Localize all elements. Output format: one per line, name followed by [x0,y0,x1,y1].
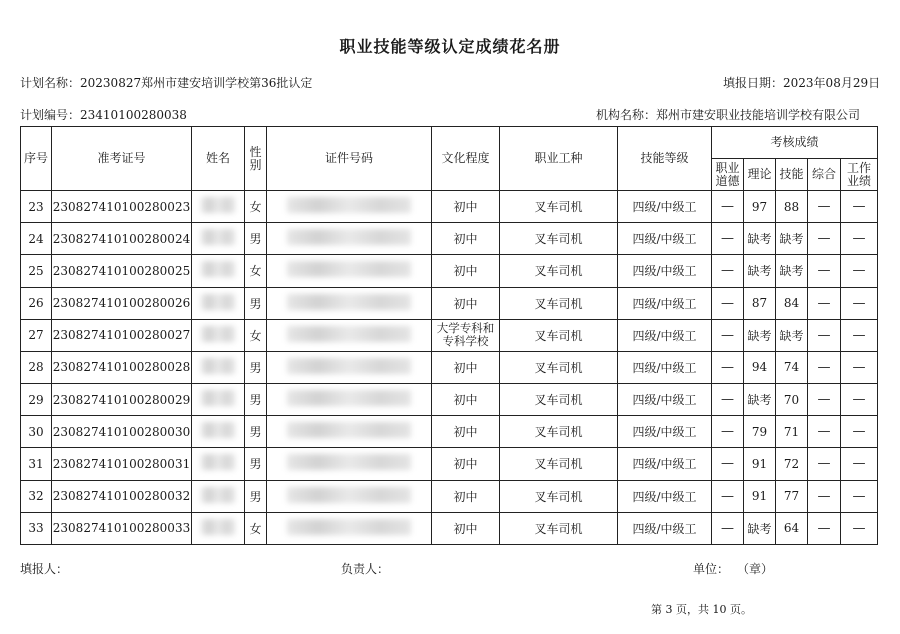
table-row [21,416,878,448]
table-row [21,223,878,255]
gender-cell: 女 [245,319,267,351]
skill-level-cell: 四级/中级工 [618,480,712,512]
occupation-cell: 叉车司机 [500,351,618,383]
education-cell: 初中 [432,512,500,544]
id-number-cell-redacted [267,287,432,319]
seq-cell: 29 [21,384,52,416]
theory-score-cell: 97 [744,191,776,223]
ethics-score-cell: — [712,319,744,351]
score-roster-table [20,126,878,545]
col-comprehensive: 综合 [808,159,841,191]
filler-label: 填报人： [20,562,69,576]
col-performance [841,159,878,191]
seq-cell: 25 [21,255,52,287]
table-row [21,448,878,480]
exam-number-cell: 230827410100280027 [52,319,192,351]
col-name: 姓名 [192,127,245,191]
skill-level-cell: 四级/中级工 [618,512,712,544]
id-number-cell-redacted [267,416,432,448]
col-theory: 理论 [744,159,776,191]
redaction-blur [201,197,235,213]
id-number-cell-redacted [267,512,432,544]
redaction-blur [201,358,235,374]
skill-score-cell: 缺考 [776,319,808,351]
occupation-cell: 叉车司机 [500,255,618,287]
plan-name [20,74,312,91]
redaction-blur [287,358,411,374]
col-ethics-line1: 职业 [715,160,740,175]
education-cell: 初中 [432,191,500,223]
skill-level-cell: 四级/中级工 [618,191,712,223]
gender-cell: 男 [245,351,267,383]
comprehensive-score-cell: — [808,351,841,383]
plan-number-value: 23410100280038 [80,108,187,122]
theory-score-cell: 91 [744,480,776,512]
plan-number [20,106,187,123]
organization-label: 机构名称： [596,108,657,122]
roster-rows [21,191,878,545]
skill-score-cell: 77 [776,480,808,512]
page-info: 第 3 页，共 10 页。 [651,603,752,616]
exam-number-cell: 230827410100280031 [52,448,192,480]
redaction-blur [287,519,411,535]
name-cell-redacted [192,351,245,383]
occupation-cell: 叉车司机 [500,384,618,416]
col-gender [245,127,267,191]
ethics-score-cell: — [712,287,744,319]
gender-cell: 男 [245,448,267,480]
id-number-cell-redacted [267,448,432,480]
seq-cell: 31 [21,448,52,480]
exam-number-cell: 230827410100280033 [52,512,192,544]
seq-cell: 23 [21,191,52,223]
education-cell: 大学专科和专科学校 [432,319,500,351]
organization-value: 郑州市建安职业技能培训学校有限公司 [656,108,861,122]
education-cell: 初中 [432,416,500,448]
performance-score-cell: — [841,512,878,544]
col-exam-number: 准考证号 [52,127,192,191]
occupation-cell: 叉车司机 [500,223,618,255]
col-id-number: 证件号码 [267,127,432,191]
performance-score-cell: — [841,223,878,255]
gender-cell: 男 [245,416,267,448]
comprehensive-score-cell: — [808,416,841,448]
performance-score-cell: — [841,191,878,223]
seq-cell: 24 [21,223,52,255]
exam-number-cell: 230827410100280028 [52,351,192,383]
table-row [21,255,878,287]
col-ethics-line2: 道德 [715,173,740,188]
exam-number-cell: 230827410100280030 [52,416,192,448]
name-cell-redacted [192,512,245,544]
col-skill-level: 技能等级 [618,127,712,191]
col-seq: 序号 [21,127,52,191]
performance-score-cell: — [841,448,878,480]
education-cell: 初中 [432,223,500,255]
col-performance-line1: 工作 [847,160,872,175]
skill-score-cell: 84 [776,287,808,319]
theory-score-cell: 缺考 [744,512,776,544]
fill-date-label: 填报日期： [723,76,784,90]
redaction-blur [201,390,235,406]
table-row [21,512,878,544]
redaction-blur [201,229,235,245]
plan-name-label: 计划名称： [20,76,81,90]
theory-score-cell: 缺考 [744,384,776,416]
id-number-cell-redacted [267,255,432,287]
ethics-score-cell: — [712,255,744,287]
name-cell-redacted [192,416,245,448]
ethics-score-cell: — [712,191,744,223]
exam-number-cell: 230827410100280025 [52,255,192,287]
col-education: 文化程度 [432,127,500,191]
seq-cell: 27 [21,319,52,351]
redaction-blur [201,294,235,310]
id-number-cell-redacted [267,384,432,416]
name-cell-redacted [192,384,245,416]
manager-label: 负责人： [341,562,390,576]
redaction-blur [201,261,235,277]
col-ethics [712,159,744,191]
table-row [21,351,878,383]
occupation-cell: 叉车司机 [500,480,618,512]
ethics-score-cell: — [712,512,744,544]
table-row [21,287,878,319]
redaction-blur [201,487,235,503]
plan-number-label: 计划编号： [20,108,81,122]
exam-number-cell: 230827410100280029 [52,384,192,416]
seq-cell: 26 [21,287,52,319]
education-cell: 初中 [432,448,500,480]
comprehensive-score-cell: — [808,287,841,319]
table-row [21,480,878,512]
comprehensive-score-cell: — [808,480,841,512]
redaction-blur [287,487,411,503]
theory-score-cell: 缺考 [744,223,776,255]
gender-cell: 女 [245,255,267,287]
skill-level-cell: 四级/中级工 [618,351,712,383]
comprehensive-score-cell: — [808,512,841,544]
occupation-cell: 叉车司机 [500,191,618,223]
seq-cell: 32 [21,480,52,512]
col-gender-line1: 性 [249,144,262,159]
gender-cell: 男 [245,287,267,319]
gender-cell: 女 [245,512,267,544]
redaction-blur [287,422,411,438]
skill-score-cell: 74 [776,351,808,383]
gender-cell: 男 [245,480,267,512]
redaction-blur [287,261,411,277]
table-row [21,384,878,416]
name-cell-redacted [192,480,245,512]
id-number-cell-redacted [267,351,432,383]
skill-score-cell: 缺考 [776,255,808,287]
theory-score-cell: 缺考 [744,255,776,287]
redaction-blur [287,197,411,213]
theory-score-cell: 91 [744,448,776,480]
fill-date [723,74,880,91]
ethics-score-cell: — [712,351,744,383]
ethics-score-cell: — [712,448,744,480]
occupation-cell: 叉车司机 [500,448,618,480]
skill-level-cell: 四级/中级工 [618,416,712,448]
skill-score-cell: 88 [776,191,808,223]
skill-level-cell: 四级/中级工 [618,223,712,255]
redaction-blur [201,326,235,342]
name-cell-redacted [192,448,245,480]
ethics-score-cell: — [712,416,744,448]
redaction-blur [287,229,411,245]
page-title: 职业技能等级认定成绩花名册 [339,37,561,56]
name-cell-redacted [192,191,245,223]
performance-score-cell: — [841,319,878,351]
exam-number-cell: 230827410100280026 [52,287,192,319]
fill-date-value: 2023年08月29日 [783,76,881,90]
occupation-cell: 叉车司机 [500,512,618,544]
education-cell: 初中 [432,384,500,416]
occupation-cell: 叉车司机 [500,416,618,448]
skill-level-cell: 四级/中级工 [618,384,712,416]
gender-cell: 女 [245,191,267,223]
theory-score-cell: 94 [744,351,776,383]
gender-cell: 男 [245,384,267,416]
table-row [21,319,878,351]
organization [596,106,860,123]
redaction-blur [287,454,411,470]
performance-score-cell: — [841,255,878,287]
col-occupation: 职业工种 [500,127,618,191]
seq-cell: 30 [21,416,52,448]
education-cell: 初中 [432,480,500,512]
comprehensive-score-cell: — [808,448,841,480]
performance-score-cell: — [841,480,878,512]
comprehensive-score-cell: — [808,384,841,416]
skill-level-cell: 四级/中级工 [618,287,712,319]
exam-number-cell: 230827410100280032 [52,480,192,512]
name-cell-redacted [192,319,245,351]
table-row [21,191,878,223]
redaction-blur [201,422,235,438]
performance-score-cell: — [841,287,878,319]
theory-score-cell: 缺考 [744,319,776,351]
name-cell-redacted [192,255,245,287]
skill-score-cell: 70 [776,384,808,416]
id-number-cell-redacted [267,319,432,351]
education-cell: 初中 [432,255,500,287]
comprehensive-score-cell: — [808,191,841,223]
exam-number-cell: 230827410100280024 [52,223,192,255]
redaction-blur [287,326,411,342]
occupation-cell: 叉车司机 [500,287,618,319]
id-number-cell-redacted [267,191,432,223]
redaction-blur [287,294,411,310]
comprehensive-score-cell: — [808,223,841,255]
id-number-cell-redacted [267,223,432,255]
occupation-cell: 叉车司机 [500,319,618,351]
col-skill: 技能 [776,159,808,191]
seq-cell: 33 [21,512,52,544]
col-performance-line2: 业绩 [847,173,872,188]
plan-name-value: 20230827郑州市建安培训学校第36批认定 [80,76,313,90]
id-number-cell-redacted [267,480,432,512]
name-cell-redacted [192,223,245,255]
comprehensive-score-cell: — [808,319,841,351]
redaction-blur [201,454,235,470]
skill-score-cell: 缺考 [776,223,808,255]
comprehensive-score-cell: — [808,255,841,287]
education-cell: 初中 [432,287,500,319]
skill-level-cell: 四级/中级工 [618,319,712,351]
name-cell-redacted [192,287,245,319]
gender-cell: 男 [245,223,267,255]
theory-score-cell: 79 [744,416,776,448]
performance-score-cell: — [841,384,878,416]
redaction-blur [201,519,235,535]
exam-number-cell: 230827410100280023 [52,191,192,223]
redaction-blur [287,390,411,406]
skill-score-cell: 71 [776,416,808,448]
seal-placeholder: （章） [737,562,774,576]
skill-level-cell: 四级/中级工 [618,255,712,287]
col-scores-group: 考核成绩 [712,127,878,159]
performance-score-cell: — [841,416,878,448]
ethics-score-cell: — [712,384,744,416]
unit-label: 单位： [693,562,730,576]
skill-level-cell: 四级/中级工 [618,448,712,480]
skill-score-cell: 72 [776,448,808,480]
theory-score-cell: 87 [744,287,776,319]
skill-score-cell: 64 [776,512,808,544]
performance-score-cell: — [841,351,878,383]
ethics-score-cell: — [712,223,744,255]
ethics-score-cell: — [712,480,744,512]
seq-cell: 28 [21,351,52,383]
col-gender-line2: 别 [249,157,262,172]
education-cell: 初中 [432,351,500,383]
